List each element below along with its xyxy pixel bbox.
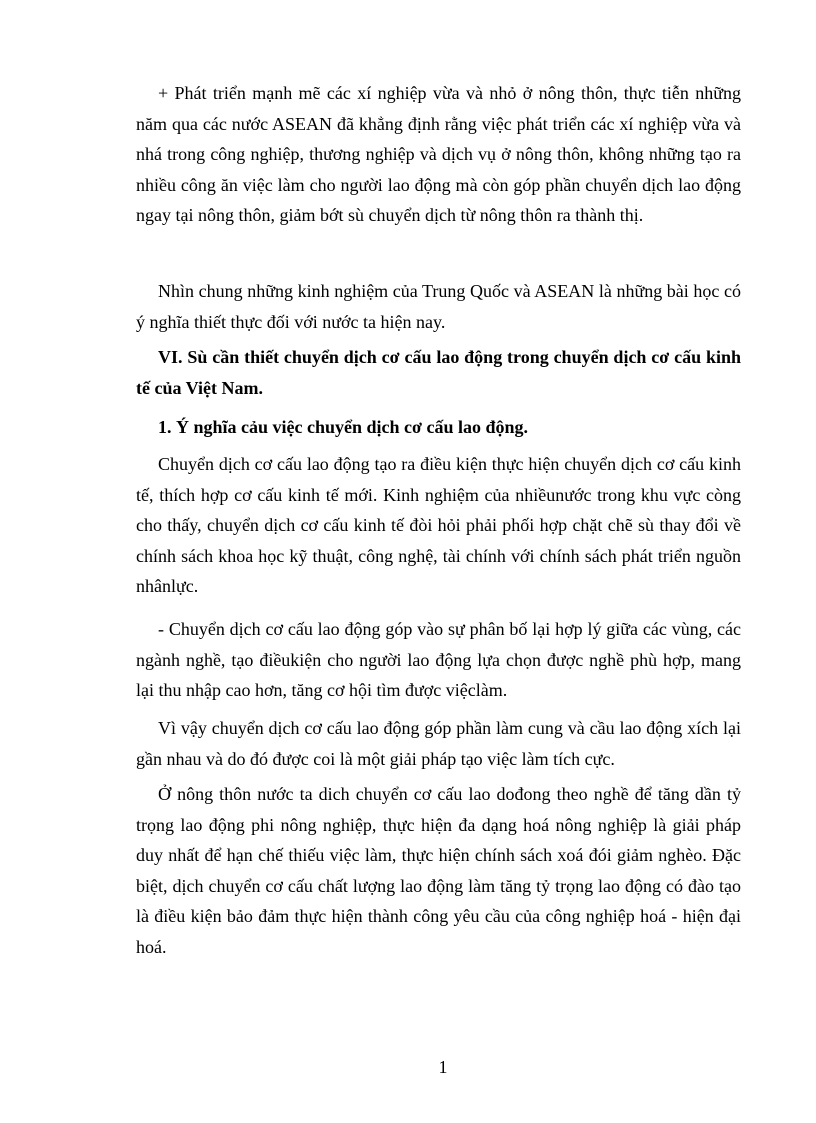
paragraph-lessons-summary: Nhìn chung những kinh nghiệm của Trung Quốc và ASEAN là những bài học có ý nghĩa thiết thực đối với nước ta hiện nay.	[136, 281, 741, 332]
page-number: 1	[438, 1057, 448, 1077]
paragraph-asean-enterprises: + Phát triển mạnh mẽ các xí nghiệp vừa và nhỏ ở nông thôn, thực tiễn những năm qua các nước ASEAN đã khẳng định rằng việc phát triển các xí nghiệp vừa và nhá trong công nghiệp, thương nghiệp và dịch vụ ở nông thôn, không những tạo ra nhiều công ăn việc làm cho người lao động mà còn góp phần chuyển dịch lao động ngay tại nông thôn, giảm bớt sù chuyển dịch từ nông thôn ra thành thị.	[136, 83, 741, 226]
paragraph-labor-redistribution: - Chuyển dịch cơ cấu lao động góp vào sự phân bố lại hợp lý giữa các vùng, các ngành nghề, tạo điềukiện cho người lao động lựa chọn được nghề phù hợp, mang lại thu nhập cao hơn, tăng cơ hội tìm được việclàm.	[136, 619, 741, 701]
section-heading: VI. Sù cần thiết chuyển dịch cơ cấu lao động trong chuyển dịch cơ cấu kinh tế của Việt Nam.	[136, 347, 741, 398]
subsection-heading: 1. Ý nghĩa cảu việc chuyển dịch cơ cấu lao động.	[158, 417, 529, 437]
paragraph-labor-shift-conditions: Chuyển dịch cơ cấu lao động tạo ra điều kiện thực hiện chuyển dịch cơ cấu kinh tế, thích hợp cơ cấu kinh tế mới. Kinh nghiệm của nhiềunước trong khu vực còng cho thấy, chuyển dịch cơ cấu kinh tế đòi hỏi phải phối hợp chặt chẽ sù thay đổi về chính sách khoa học kỹ thuật, công nghệ, tài chính với chính sách phát triển nguồn nhânlực.	[136, 454, 741, 597]
paragraph-supply-demand: Vì vậy chuyển dịch cơ cấu lao động góp phần làm cung và cầu lao động xích lại gần nhau và do đó được coi là một giải pháp tạo việc làm tích cực.	[136, 718, 741, 769]
paragraph-rural-labor: Ở nông thôn nước ta dich chuyển cơ cấu lao dođong theo nghề để tăng dần tỷ trọng lao động phi nông nghiệp, thực hiện đa dạng hoá nông nghiệp là giải pháp duy nhất để hạn chế thiếu việc làm, thực hiện chính sách xoá đói giảm nghèo. Đặc biệt, dịch chuyển cơ cấu chất lượng lao động làm tăng tỷ trọng lao động có đào tạo là điều kiện bảo đảm thực hiện thành công yêu cầu của công nghiệp hoá - hiện đại hoá.	[136, 784, 741, 957]
